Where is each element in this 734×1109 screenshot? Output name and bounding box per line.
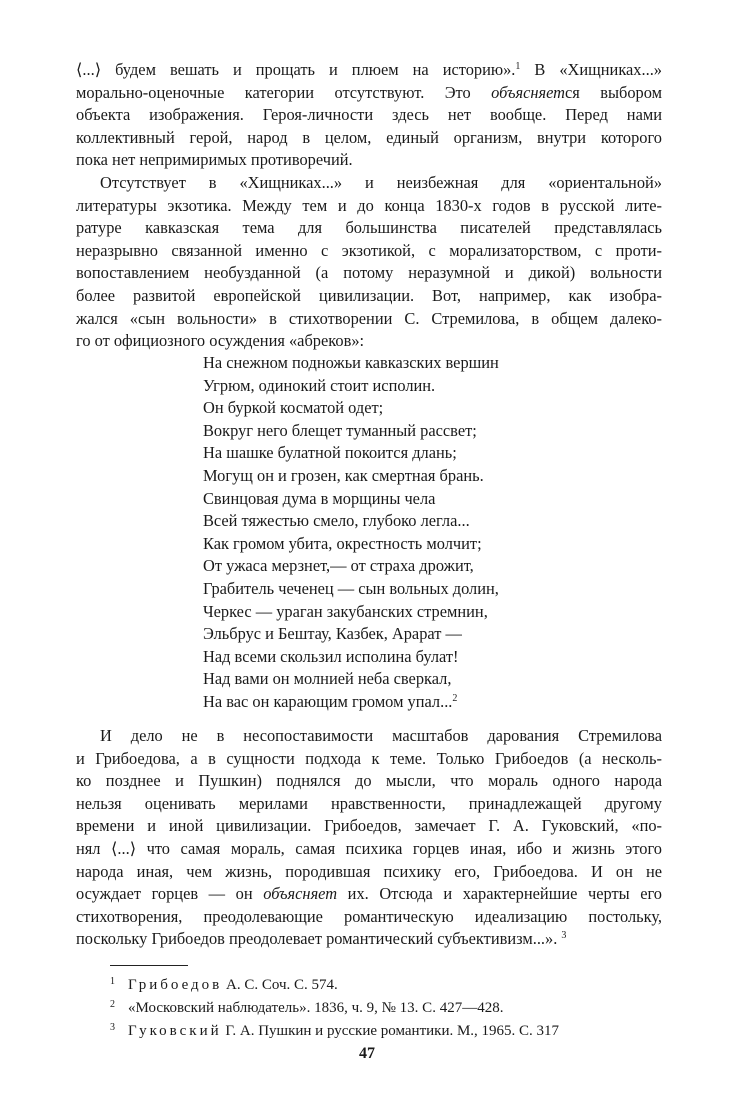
poem-line: Свинцовая дума в морщины чела <box>203 488 436 508</box>
poem-line: Как громом убита, окрестность молчит; <box>203 533 482 553</box>
footnote-number: 1 <box>110 976 115 987</box>
poem-line: Грабитель чеченец — сын вольных долин, <box>203 578 499 598</box>
text-line: пока нет непримиримых противоречий. <box>76 150 353 170</box>
paragraph-2 <box>76 172 662 353</box>
text-line: ко позднее и Пушкин) поднялся до мысли, что мораль одного народа <box>76 771 662 791</box>
text-line: жался «сын вольности» в стихотворении С. Стремилова, в общем далеко- <box>76 308 662 328</box>
text-line: объекта изображения. Героя-личности здесь нет вообще. Перед нами <box>76 105 662 125</box>
poem-line: Всей тяжестью смело, глубоко легла... <box>203 511 470 531</box>
text-line: неразрывно связанной именно с экзотикой, с морализаторством, с проти- <box>76 240 662 260</box>
text-line: нял ⟨...⟩ что самая мораль, самая психика горцев иная, ибо и жизнь этого <box>76 838 662 858</box>
text-line: го от официозного осуждения «абреков»: <box>76 331 365 351</box>
paragraph-1 <box>76 59 662 172</box>
paragraph-3 <box>76 725 662 951</box>
text-line: нельзя оценивать мерилами нравственности, принадлежащей другому <box>76 793 662 813</box>
text-line: вопоставлением необузданной (а потому неразумной и дикой) вольности <box>76 263 662 283</box>
poem-line: Угрюм, одинокий стоит исполин. <box>203 375 436 395</box>
text-line: ⟨...⟩ будем вешать и прощать и плюем на историю».$^1$ В «Хищниках...» <box>76 60 662 79</box>
footnote-author: Грибоедов <box>128 977 223 993</box>
footnote-text: А. С. Соч. С. 574. <box>222 977 338 993</box>
poem-line: Над вами он молнией неба сверкал, <box>203 669 452 689</box>
footnote-author: Гуковский <box>128 1023 222 1039</box>
text-line: литературы экзотика. Между тем и до конца 1830-х годов в русской лите- <box>76 195 662 215</box>
footnote-2 <box>110 995 559 1018</box>
page-number: 47 <box>359 1045 375 1062</box>
poem-line: Вокруг него блещет туманный рассвет; <box>203 420 477 440</box>
poem-line: Над всеми скользил исполина булат! <box>203 646 459 666</box>
poem-line: Он буркой косматой одет; <box>203 398 384 418</box>
footnotes <box>110 972 559 1041</box>
footnote-number: 2 <box>110 999 115 1010</box>
text-line: более развитой европейской цивилизации. Вот, например, как изобра- <box>76 285 662 305</box>
text-line: коллективный герой, народ в целом, единый организм, внутри которого <box>76 127 662 147</box>
text-line: осуждает горцев — он объясняет их. Отсюда и характернейшие черты его <box>76 884 662 904</box>
text-line: народа иная, чем жизнь, породившая психику его, Грибоедова. И он не <box>76 861 662 881</box>
footnote-text: Г. А. Пушкин и русские романтики. М., 1965. С. 317 <box>221 1023 560 1039</box>
poem-line: Черкес — ураган закубанских стремнин, <box>203 601 488 621</box>
text-line: стихотворения, преодолевающие романтическую идеализацию постольку, <box>76 906 662 926</box>
text-line: и Грибоедова, а в сущности подхода к теме. Только Грибоедов (а несколь- <box>76 748 662 768</box>
poem-line: На шашке булатной покоится длань; <box>203 443 457 463</box>
footnote-text: «Московский наблюдатель». 1836, ч. 9, № 13. С. 427—428. <box>128 1000 504 1016</box>
poem-line: На снежном подножьи кавказских вершин <box>203 353 499 372</box>
text-line: Отсутствует в «Хищниках...» и неизбежная для «ориентальной» <box>100 173 662 192</box>
poem-line: На вас он карающим громом упал...$^2$ <box>203 691 458 711</box>
poem <box>203 352 499 714</box>
footnote-divider <box>110 965 188 966</box>
text-line: ратуре кавказская тема для большинства писателей представлялась <box>76 218 662 238</box>
footnote-3 <box>110 1018 559 1041</box>
text-line: поскольку Грибоедов преодолевает романтический субъективизм...». $^3$ <box>76 929 567 949</box>
poem-line: От ужаса мерзнет,— от страха дрожит, <box>203 556 474 576</box>
text-line: времени и иной цивилизации. Грибоедов, замечает Г. А. Гуковский, «по- <box>76 816 662 836</box>
text-line: морально-оценочные категории отсутствуют. Это объясняется выбором <box>76 82 663 102</box>
text-line: И дело не в несопоставимости масштабов дарования Стремилова <box>100 726 662 745</box>
footnote-1 <box>110 972 559 995</box>
poem-line: Эльбрус и Бештау, Казбек, Арарат — <box>203 624 462 644</box>
footnote-number: 3 <box>110 1022 115 1033</box>
poem-line: Могущ он и грозен, как смертная брань. <box>203 465 484 485</box>
